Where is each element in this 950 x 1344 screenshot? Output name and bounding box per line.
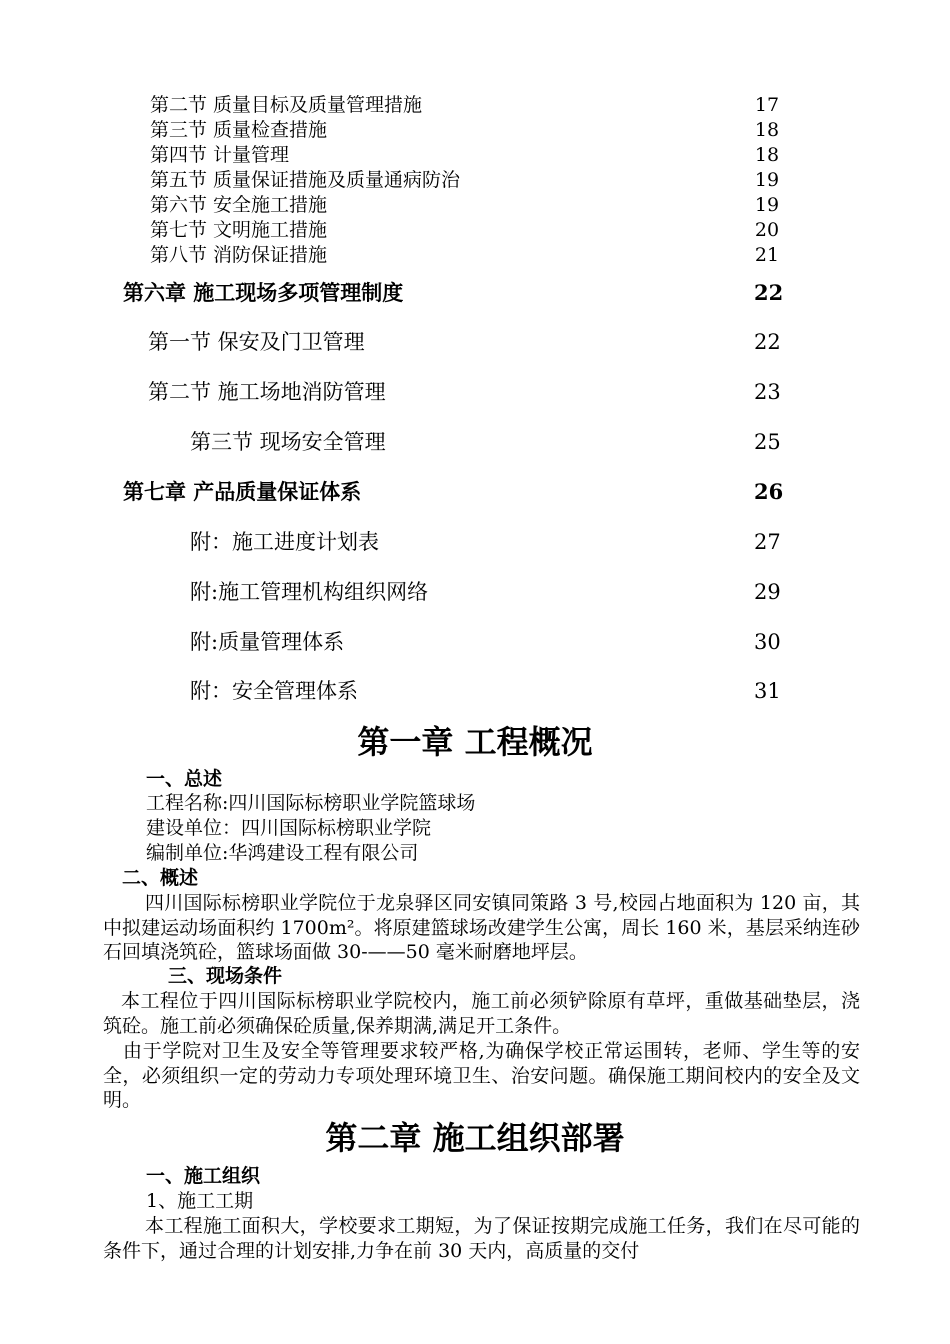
toc-entry	[0, 218, 950, 246]
chapter-title: 第一章 工程概况	[357, 723, 593, 761]
toc-entry-label: 第八节 消防保证措施	[150, 244, 328, 266]
toc-entry	[0, 168, 950, 196]
section-heading: 三、现场条件	[168, 965, 283, 987]
toc-entry-label: 第二节 质量目标及质量管理措施	[150, 94, 423, 116]
toc-entry-page: 22	[754, 330, 781, 354]
toc-entry-label: 第三节 现场安全管理	[190, 430, 386, 454]
schedule-paragraph: 本工程施工面积大，学校要求工期短，为了保证按期完成施工任务，我们在尽可能的条件下，通过合理的计划安排,力争在前 30 天内，高质量的交付	[103, 1215, 860, 1262]
toc-entry	[0, 93, 950, 121]
toc-entry-label: 第五节 质量保证措施及质量通病防治	[150, 169, 461, 191]
section-heading: 一、总述	[146, 768, 223, 790]
toc-entry-page: 29	[754, 580, 781, 604]
project-name: 工程名称:四川国际标榜职业学院篮球场	[146, 792, 476, 814]
toc-entry-page: 23	[754, 380, 781, 404]
toc-entry-page: 20	[754, 219, 780, 241]
toc-entry-page: 25	[754, 430, 781, 454]
toc-chapter-page: 22	[754, 280, 784, 305]
toc-chapter-label: 第七章 产品质量保证体系	[123, 479, 362, 504]
client-unit: 建设单位：四川国际标榜职业学院	[146, 817, 432, 839]
toc-entry-page: 30	[754, 630, 781, 654]
toc-entry	[0, 378, 950, 406]
toc-entry	[0, 428, 950, 456]
toc-entry-label: 第四节 计量管理	[150, 144, 290, 166]
site-conditions-paragraph: 本工程位于四川国际标榜职业学院校内，施工前必须铲除原有草坪，重做基础垫层，浇筑砼。施工前必须确保砼质量,保养期满,满足开工条件。	[103, 990, 860, 1037]
toc-entry-label: 附:施工管理机构组织网络	[190, 580, 429, 604]
toc-entry	[0, 328, 950, 356]
toc-entry-page: 21	[754, 244, 780, 266]
toc-chapter-label: 第六章 施工现场多项管理制度	[123, 280, 404, 305]
toc-chapter-page: 26	[754, 479, 784, 504]
site-conditions-paragraph: 由于学院对卫生及安全等管理要求较严格,为确保学校正常运围转，老师、学生等的安全，必须组织一定的劳动力专项处理环境卫生、治安问题。确保施工期间校内的安全及文明。	[103, 1040, 860, 1111]
toc-entry-page: 19	[754, 169, 780, 191]
toc-entry-page: 31	[754, 679, 781, 703]
toc-chapter-entry	[0, 478, 950, 506]
toc-entry-label: 附:质量管理体系	[190, 630, 345, 654]
sub-item: 1、施工工期	[146, 1190, 254, 1212]
toc-entry-page: 18	[754, 144, 780, 166]
toc-entry	[0, 143, 950, 171]
toc-entry-label: 第六节 安全施工措施	[150, 194, 328, 216]
toc-entry-label: 第二节 施工场地消防管理	[148, 380, 386, 404]
toc-entry-label: 附：安全管理体系	[190, 679, 358, 703]
toc-entry	[0, 677, 950, 705]
toc-entry	[0, 528, 950, 556]
toc-entry-label: 附：施工进度计划表	[190, 530, 379, 554]
overview-paragraph: 四川国际标榜职业学院位于龙泉驿区同安镇同策路 3 号,校园占地面积为 120 亩，其中拟建运动场面积约 1700m²。将原建篮球场改建学生公寓，周长 160 米，基层采纳连砂石回填浇筑砼，篮球场面做 30-——50 毫米耐磨地坪层。	[103, 892, 860, 963]
toc-entry	[0, 118, 950, 146]
toc-chapter-entry	[0, 279, 950, 307]
toc-entry-label: 第三节 质量检查措施	[150, 119, 328, 141]
toc-entry	[0, 243, 950, 271]
toc-entry-page: 19	[754, 194, 780, 216]
author-unit: 编制单位:华鸿建设工程有限公司	[146, 842, 419, 864]
toc-entry-label: 第七节 文明施工措施	[150, 219, 328, 241]
toc-entry-page: 17	[754, 94, 780, 116]
toc-entry-page: 18	[754, 119, 780, 141]
toc-entry-label: 第一节 保安及门卫管理	[148, 330, 365, 354]
section-heading: 二、概述	[122, 867, 199, 889]
toc-entry	[0, 578, 950, 606]
toc-entry	[0, 628, 950, 656]
section-heading: 一、施工组织	[146, 1165, 261, 1187]
toc-entry-page: 27	[754, 530, 781, 554]
chapter-title: 第二章 施工组织部署	[325, 1119, 625, 1157]
toc-entry	[0, 193, 950, 221]
